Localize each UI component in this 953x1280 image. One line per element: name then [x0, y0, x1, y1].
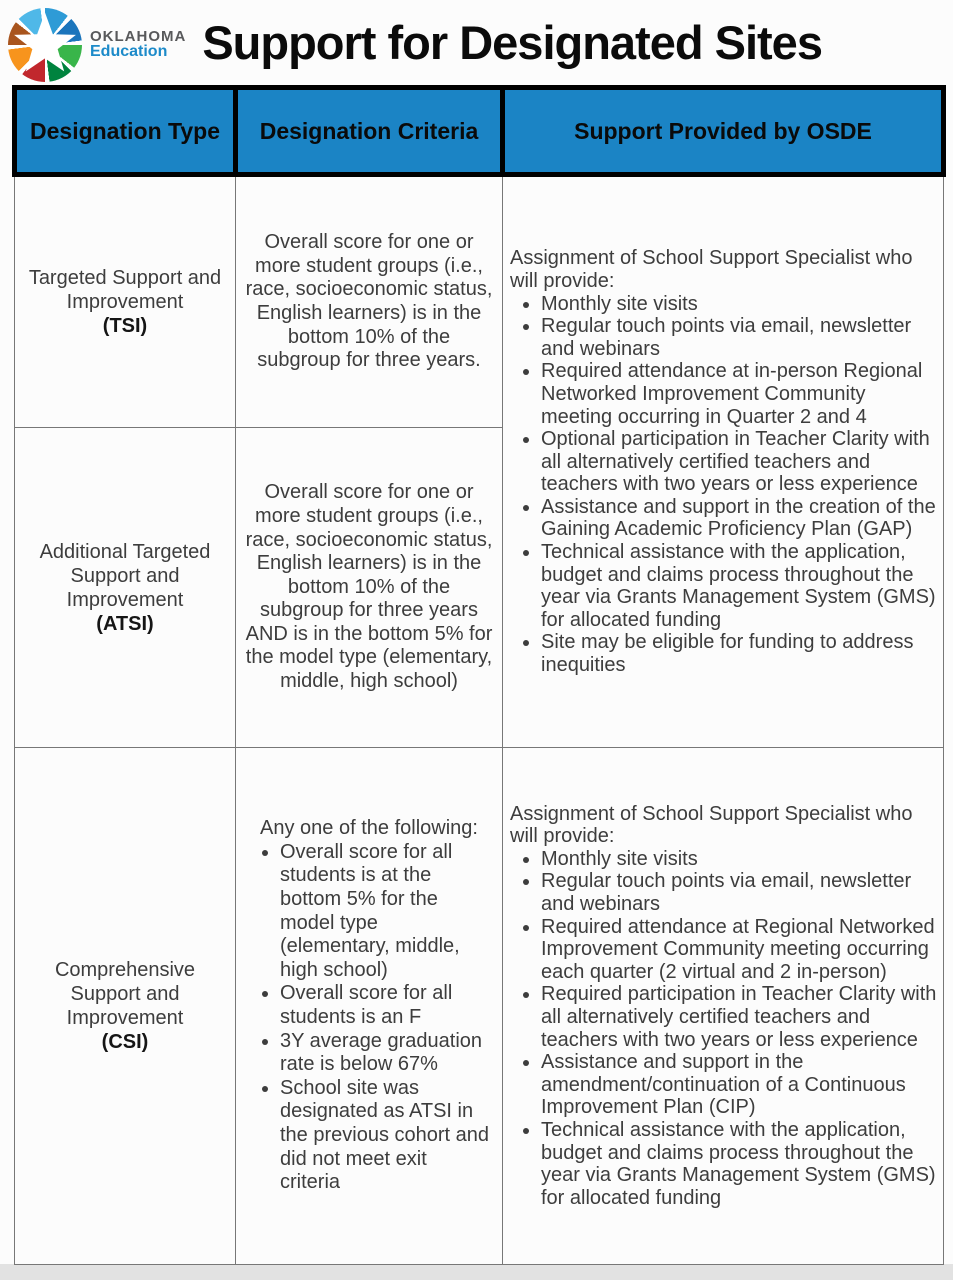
bullet-item: • Regular touch points via email, newsletter and webinars	[541, 315, 939, 360]
csi-criteria-bullet-list	[244, 841, 494, 1195]
logo-white-star-icon	[8, 8, 82, 82]
bullet-item: • Site may be eligible for funding to address inequities	[541, 631, 939, 676]
header-support-provided: Support Provided by OSDE	[503, 88, 944, 175]
atsi-criteria-cell: Overall score for one or more student groups (i.e., race, socioeconomic status, English learners) is in the bottom 10% of the subgroup for three years AND is in the bottom 5% for the model type (elementary, middle, high school)	[236, 428, 503, 748]
atsi-type-label: Additional Targeted Support and Improvement	[39, 540, 211, 611]
tsi-type-cell	[15, 175, 236, 428]
oklahoma-education-logo	[8, 8, 82, 82]
tsi-atsi-support-cell	[503, 175, 944, 748]
brand-education: Education	[90, 43, 168, 61]
tsi-criteria-cell: Overall score for one or more student groups (i.e., race, socioeconomic status, English learners) is in the bottom 10% of the subgroup for three years.	[236, 175, 503, 428]
bullet-item: • Overall score for all students is at the bottom 5% for the model type (elementary, middle, high school)	[280, 841, 492, 983]
tsi-type-label: Targeted Support and Improvement	[28, 267, 222, 313]
bullet-item: • Technical assistance with the application, budget and claims process throughout the year via Grants Management System (GMS) for allocated funding	[541, 1119, 939, 1209]
csi-type-label: Comprehensive Support and Improvement	[54, 959, 196, 1029]
bullet-item: • Required attendance at in-person Regional Networked Improvement Community meeting occurring in Quarter 2 and 4	[541, 360, 939, 428]
banner	[0, 0, 953, 85]
csi-criteria-cell	[236, 748, 503, 1265]
brand-text	[90, 29, 186, 62]
bullet-item: • School site was designated as ATSI in the previous cohort and did not meet exit criteria	[280, 1077, 492, 1195]
bullet-item: • Required participation in Teacher Clarity with all alternatively certified teachers and teachers with two years or less experience	[541, 983, 939, 1051]
bullet-item: • Technical assistance with the application, budget and claims process throughout the year via Grants Management System (GMS) for allocated funding	[541, 541, 939, 631]
csi-abbreviation: (CSI)	[101, 1031, 149, 1053]
bullet-item: • Regular touch points via email, newsletter and webinars	[541, 870, 939, 915]
bullet-item: • Assistance and support in the creation of the Gaining Academic Proficiency Plan (GAP)	[541, 496, 939, 541]
brand-oklahoma: OKLAHOMA	[90, 27, 187, 45]
table-header-row	[15, 88, 944, 175]
header-designation-criteria: Designation Criteria	[236, 88, 503, 175]
bullet-item: • Assistance and support in the amendment/continuation of a Continuous Improvement Plan (CIP)	[541, 1051, 939, 1119]
page-title: Support for Designated Sites	[202, 15, 822, 69]
bullet-item: • Required attendance at Regional Networked Improvement Community meeting occurring each quarter (2 virtual and 2 in-person)	[541, 916, 939, 984]
support-bullet-list	[510, 293, 939, 677]
csi-support-cell	[503, 748, 944, 1265]
bullet-item: • Monthly site visits	[541, 848, 939, 871]
atsi-type-cell	[15, 428, 236, 748]
designation-support-table	[12, 85, 946, 1265]
atsi-abbreviation: (ATSI)	[96, 612, 154, 635]
tsi-abbreviation: (TSI)	[102, 315, 148, 337]
support-intro: Assignment of School Support Specialist who will provide:	[510, 247, 913, 292]
bullet-item: • Monthly site visits	[541, 293, 939, 316]
bullet-item: • Optional participation in Teacher Clarity with all alternatively certified teachers and teachers with two years or less experience	[541, 428, 939, 496]
csi-type-cell	[15, 748, 236, 1265]
bullet-item: • Overall score for all students is an F	[280, 982, 492, 1029]
table-row-tsi	[15, 175, 944, 428]
csi-criteria-list-wrap	[244, 841, 494, 1195]
bullet-item: • 3Y average graduation rate is below 67%	[280, 1030, 492, 1077]
support-bullet-list	[510, 848, 939, 1210]
table-row-csi	[15, 748, 944, 1265]
header-designation-type: Designation Type	[15, 88, 236, 175]
support-intro: Assignment of School Support Specialist who will provide:	[510, 802, 913, 848]
csi-criteria-intro: Any one of the following:	[260, 817, 478, 840]
